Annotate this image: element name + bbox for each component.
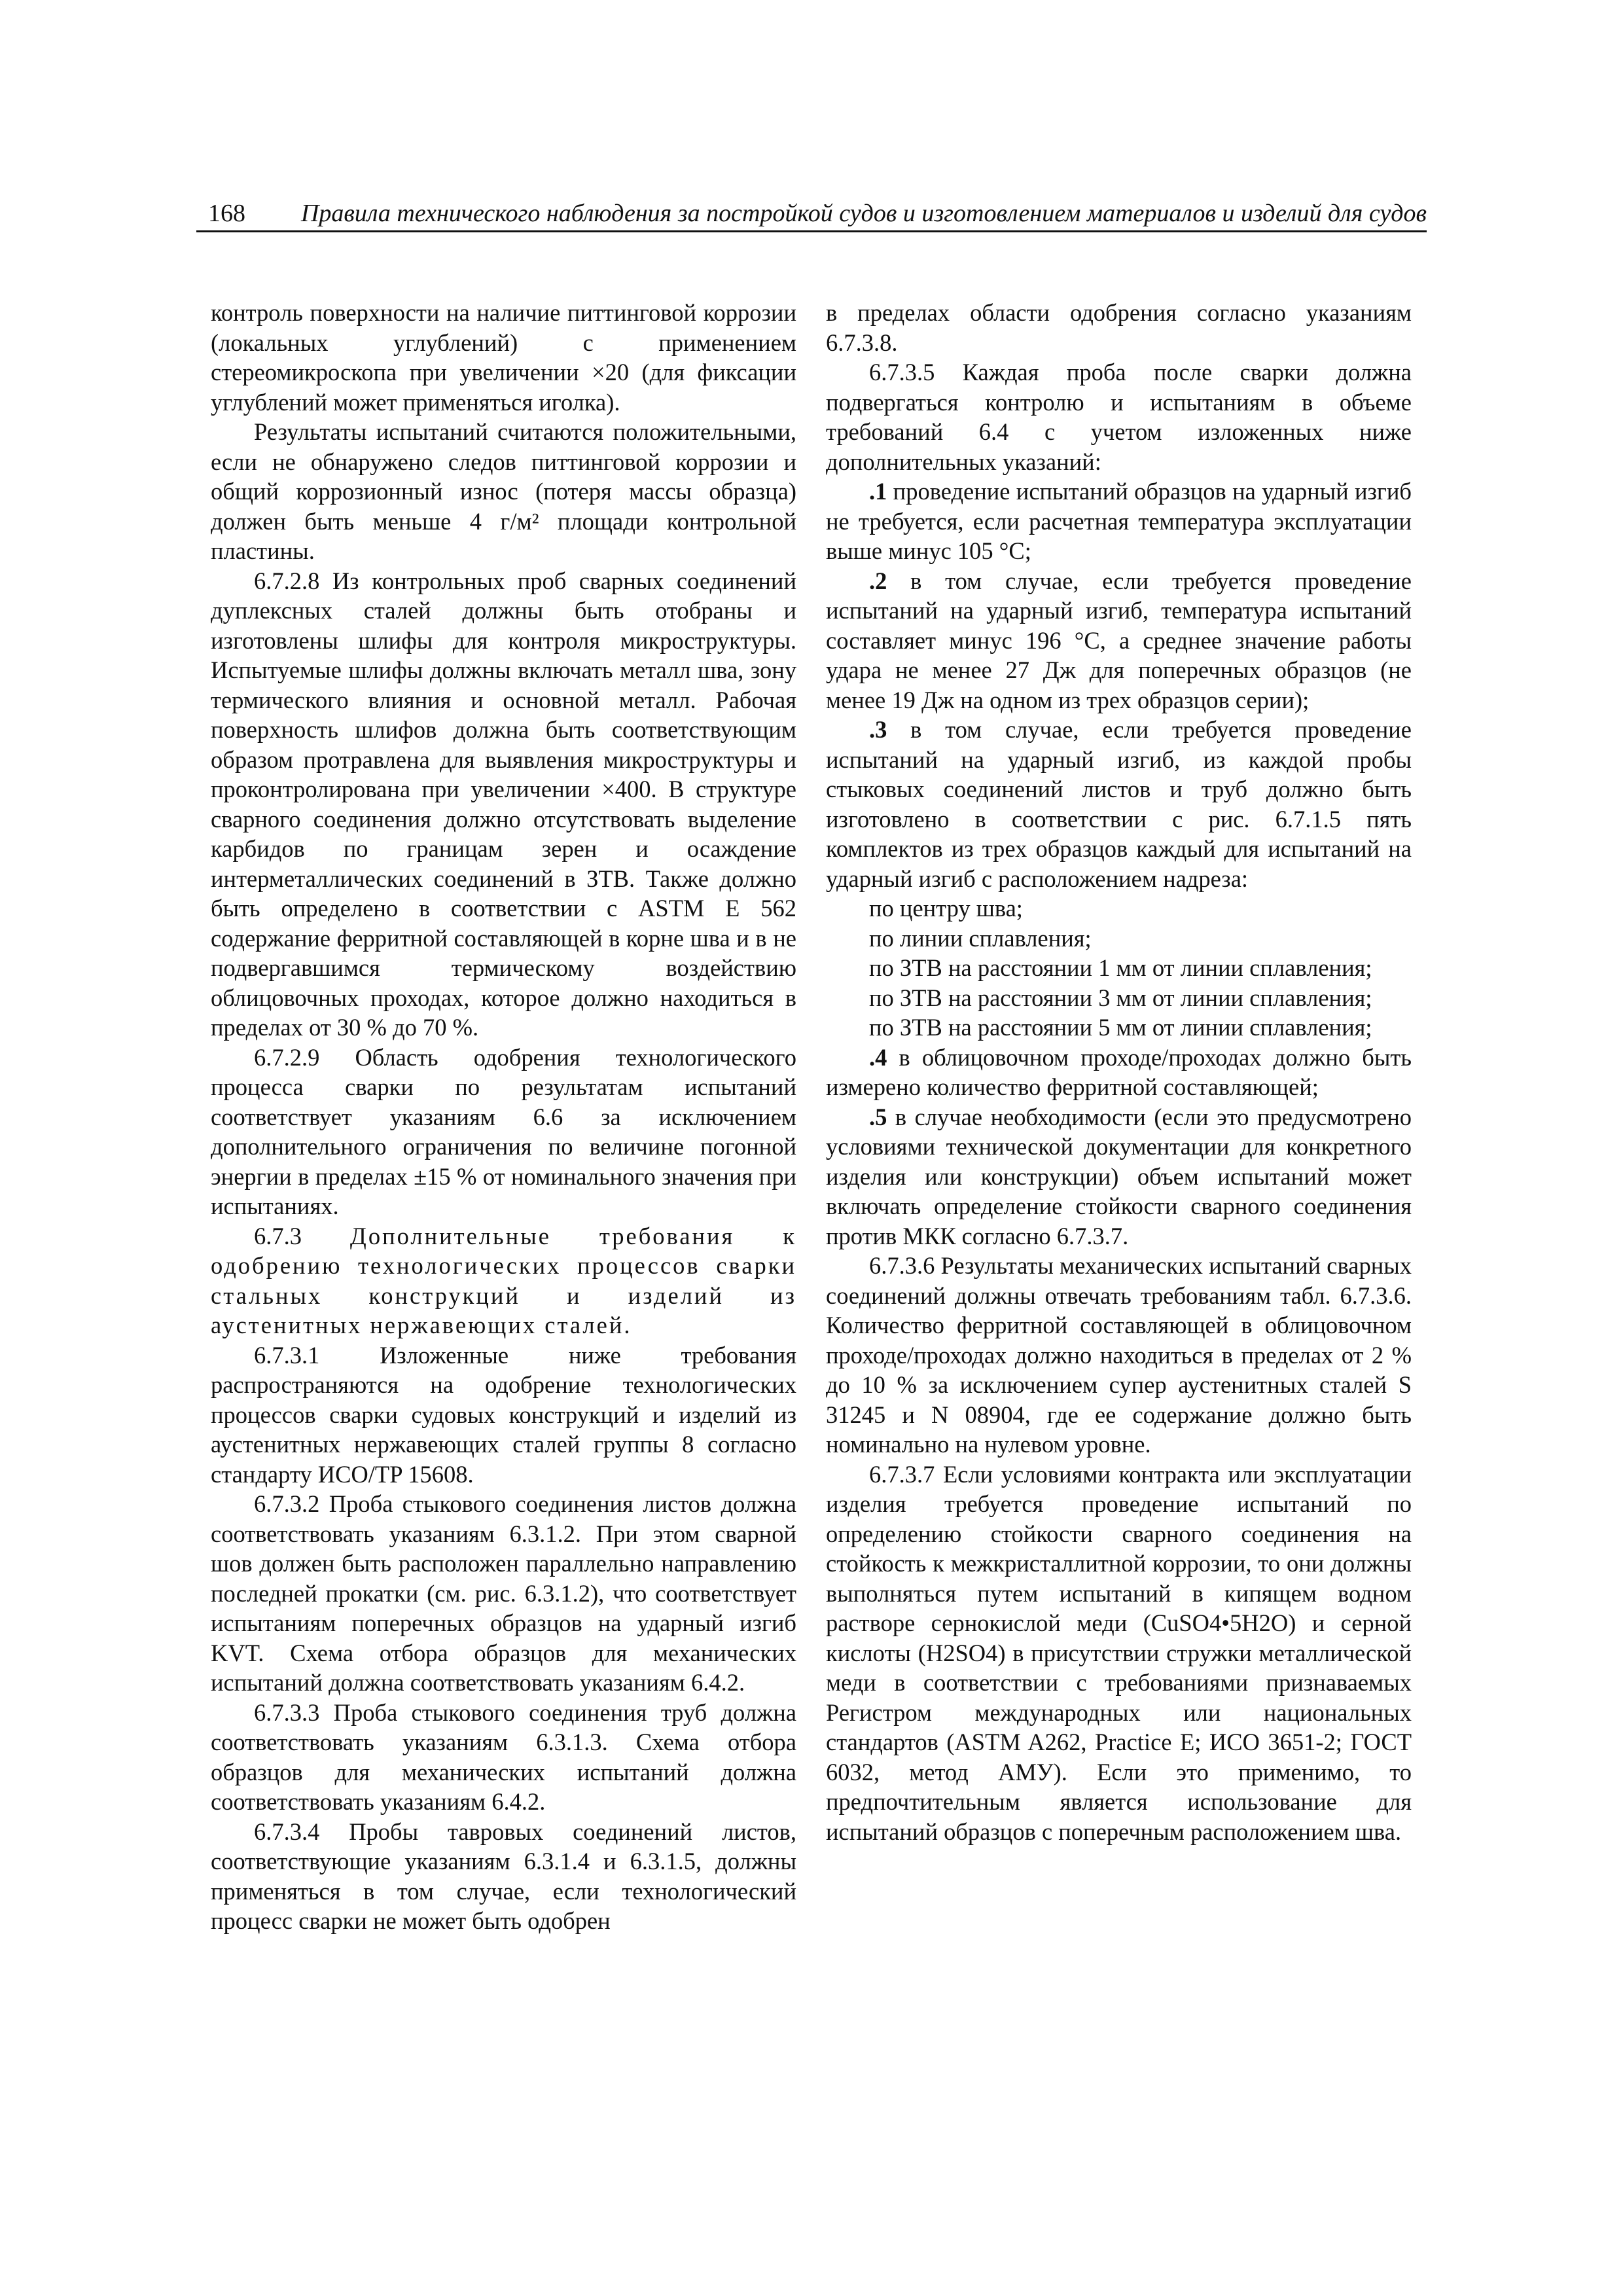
section-heading	[211, 1221, 796, 1340]
list-marker: .2	[869, 567, 887, 594]
section-heading-text: Дополнительные требования к одобрению технологических процессов сварки стальных конструкций и изделий из аустенитных нержавеющих сталей.	[211, 1222, 796, 1338]
paragraph	[211, 1340, 796, 1490]
paragraph	[211, 1698, 796, 1817]
list-text: в случае необходимости (если это предусмотрено условиями технической документации для конкретного изделия или конструкции) объем испытаний может включать определение стойкости сварного соединения против МКК согласно 6.7.3.7.	[826, 1103, 1412, 1249]
list-item	[826, 715, 1412, 893]
paragraph: контроль поверхности на наличие питтинговой коррозии (локальных углублений) с применением стереомикроскопа при увеличении ×20 (для фиксации углублений может применяться иголка).	[211, 299, 796, 416]
clause-number: 6.7.2.9	[254, 1043, 320, 1071]
notch-position: по ЗТВ на расстоянии 1 мм от линии сплавления;	[869, 954, 1372, 981]
page-header	[196, 196, 1427, 232]
clause-number: 6.7.2.8	[254, 567, 320, 594]
right-column	[826, 298, 1412, 1846]
clause-text: Пробы тавровых соединений листов, соответствующие указаниям 6.3.1.4 и 6.3.1.5, должны применяться в том случае, если технологический процесс сварки не может быть одобрен	[211, 1818, 796, 1934]
list-text: в том случае, если требуется проведение испытаний на ударный изгиб, из каждой пробы стыковых соединений листов и труб должно быть изготовлено в соответствии с рис. 6.7.1.5 пять комплектов из трех образцов каждый для испытаний на ударный изгиб с расположением надреза:	[826, 716, 1412, 892]
list-text: проведение испытаний образцов на ударный изгиб не требуется, если расчетная температура эксплуатации выше минус 105 °С;	[826, 478, 1412, 564]
clause-text: Из контрольных проб сварных соединений дуплексных сталей должны быть отобраны и изготовлены шлифы для контроля микроструктуры. Испытуемые шлифы должны включать металл шва, зону термического влияния и основной металл. Рабочая поверхность шлифов должна быть соответствующим образом протравлена для выявления микроструктуры и проконтролирована при увеличении ×400. В структуре сварного соединения должно отсутствовать выделение карбидов по границам зерен и осаждение интерметаллических соединений в ЗТВ. Также должно быть определено в соответствии с ASTM E 562 содержание ферритной составляющей в корне шва и в не подвергавшимся термическому воздействию облицовочных проходах, которое должно находиться в пределах от 30 % до 70 %.	[211, 567, 796, 1041]
paragraph	[826, 357, 1412, 476]
clause-number: 6.7.3	[254, 1222, 302, 1249]
clause-text: Проба стыкового соединения труб должна соответствовать указаниям 6.3.1.3. Схема отбора образцов для механических испытаний должна соответствовать указаниям 6.4.2.	[211, 1698, 796, 1815]
list-item	[826, 1043, 1412, 1102]
list-item	[826, 1102, 1412, 1251]
list-text: в облицовочном проходе/проходах должно быть измерено количество ферритной составляющей;	[826, 1043, 1412, 1100]
list-marker: .5	[869, 1103, 887, 1130]
clause-text: Каждая проба после сварки должна подвергаться контролю и испытаниям в объеме требований 6.4 с учетом изложенных ниже дополнительных указаний:	[826, 359, 1412, 475]
paragraph	[211, 1489, 796, 1698]
clause-number: 6.7.3.2	[254, 1490, 320, 1517]
list-marker: .4	[869, 1043, 887, 1071]
clause-number: 6.7.3.4	[254, 1818, 320, 1845]
clause-number: 6.7.3.6	[869, 1252, 935, 1279]
list-text: в том случае, если требуется проведение испытаний на ударный изгиб, температура испытаний составляет минус 196 °С, а среднее значение работы удара не менее 27 Дж для поперечных образцов (не менее 19 Дж на одном из трех образцов серии);	[826, 567, 1412, 713]
running-title: Правила технического наблюдения за постройкой судов и изготовлением материалов и изделий для судов	[300, 200, 1427, 227]
paragraph: Результаты испытаний считаются положительными, если не обнаружено следов питтинговой коррозии и общий коррозионный износ (потеря массы образца) должен быть меньше 4 г/м² площади контрольной пластины.	[211, 418, 796, 564]
left-column	[211, 298, 796, 1936]
clause-text: Проба стыкового соединения листов должна соответствовать указаниям 6.3.1.2. При этом сварной шов должен быть расположен параллельно направлению последней прокатки (см. рис. 6.3.1.2), что соответствует испытаниям поперечных образцов на ударный изгиб KVT. Схема отбора образцов для механических испытаний должна соответствовать указаниям 6.4.2.	[211, 1490, 796, 1696]
paragraph: в пределах области одобрения согласно указаниям 6.7.3.8.	[826, 299, 1412, 356]
paragraph	[826, 1251, 1412, 1460]
list-marker: .3	[869, 716, 887, 743]
clause-text: Область одобрения технологического процесса сварки по результатам испытаний соответствует указаниям 6.6 за исключением дополнительного ограничения по величине погонной энергии в пределах ±15 % от номинального значения при испытаниях.	[211, 1043, 796, 1219]
clause-number: 6.7.3.5	[869, 359, 935, 386]
clause-text: Результаты механических испытаний сварных соединений должны отвечать требованиям табл. 6.7.3.6. Количество ферритной составляющей в облицовочном проходе/проходах должно находиться в пределах от 2 % до 10 % за исключением супер аустенитных сталей S 31245 и N 08904, где ее содержание должно быть номинально на нулевом уровне.	[826, 1252, 1412, 1458]
clause-text: Изложенные ниже требования распространяются на одобрение технологических процессов сварки судовых конструкций и изделий из аустенитных нержавеющих сталей группы 8 согласно стандарту ИСО/TP 15608.	[211, 1341, 796, 1488]
list-item	[826, 566, 1412, 715]
paragraph	[211, 566, 796, 1043]
clause-text: Если условиями контракта или эксплуатации изделия требуется проведение испытаний по определению стойкости сварного соединения на стойкость к межкристаллитной коррозии, то они должны выполняться путем испытаний в кипящем водном растворе сернокислой меди (CuSO4•5H2O) и серной кислоты (H2SO4) в присутствии стружки металлической меди в соответствии с требованиями признаваемых Регистром международных или национальных стандартов (ASTM A262, Practice E; ИСО 3651-2; ГОСТ 6032, метод АМУ). Если это применимо, то предпочтительным является использование для испытаний образцов с поперечным расположением шва.	[826, 1460, 1412, 1845]
paragraph	[211, 1043, 796, 1221]
notch-position: по ЗТВ на расстоянии 3 мм от линии сплавления;	[869, 984, 1372, 1011]
notch-position: по центру шва;	[869, 895, 1023, 922]
page-number: 168	[208, 200, 245, 227]
clause-number: 6.7.3.1	[254, 1341, 320, 1369]
paragraph	[211, 1817, 796, 1936]
clause-number: 6.7.3.3	[254, 1698, 320, 1726]
paragraph	[826, 1460, 1412, 1847]
list-marker: .1	[869, 478, 887, 505]
clause-number: 6.7.3.7	[869, 1460, 935, 1488]
list-item	[826, 476, 1412, 566]
notch-position: по линии сплавления;	[869, 924, 1092, 952]
notch-position: по ЗТВ на расстоянии 5 мм от линии сплавления;	[869, 1014, 1372, 1041]
